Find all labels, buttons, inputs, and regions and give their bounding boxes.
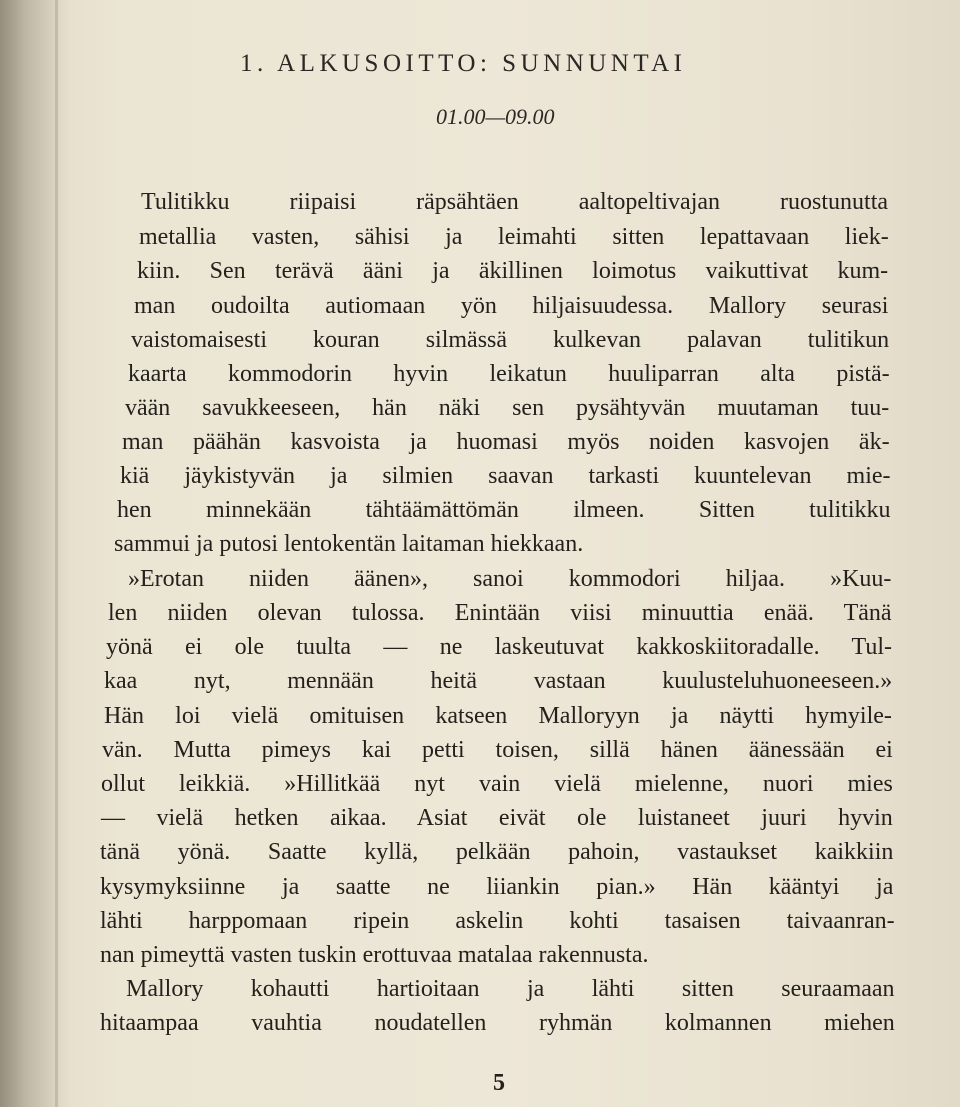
body-line: nan pimeyttä vasten tuskin erottuvaa matalaa rakennusta. [100,942,649,968]
body-line: — vielä hetken aikaa. Asiat eivät ole luistaneet juuri hyvin [101,805,893,831]
body-line: sammui ja putosi lentokentän laitaman hiekkaan. [114,531,584,557]
body-line: kysymyksiinne ja saatte ne liiankin pian.» Hän kääntyi ja [100,874,894,900]
body-line: lähti harppomaan ripein askelin kohti tasaisen taivaanran- [100,908,895,934]
chapter-title: 1. ALKUSOITTO: SUNNUNTAI [240,50,687,77]
body-line: vaistomaisesti kouran silmässä kulkevan palavan tulitikun [131,327,890,353]
spine-shadow [0,0,70,1107]
body-line: len niiden olevan tulossa. Enintään viisi minuuttia enää. Tänä [108,600,892,626]
body-line: »Erotan niiden äänen», sanoi kommodori hiljaa. »Kuu- [128,566,892,592]
body-line: metallia vasten, sähisi ja leimahti sitten lepattavaan liek- [139,224,889,250]
body-line: hen minnekään tähtäämättömän ilmeen. Sitten tulitikku [117,497,891,523]
body-line: hitaampaa vauhtia noudatellen ryhmän kolmannen miehen [100,1010,895,1036]
page-edge [55,0,58,1107]
body-line: ollut leikkiä. »Hillitkää nyt vain vielä mielenne, nuori mies [101,771,893,797]
chapter-time-range: 01.00—09.00 [436,104,555,129]
body-line: Mallory kohautti hartioitaan ja lähti sitten seuraamaan [126,976,895,1002]
body-line: Hän loi vielä omituisen katseen Malloryyn ja näytti hymyile- [104,703,892,729]
body-line: yönä ei ole tuulta — ne laskeutuvat kakkoskiitoradalle. Tul- [106,634,893,660]
body-line: kiä jäykistyvän ja silmien saavan tarkasti kuuntelevan mie- [120,463,891,489]
body-line: Tulitikku riipaisi räpsähtäen aaltopeltivajan ruostunutta [141,189,889,215]
body-line: vään savukkeeseen, hän näki sen pysähtyvän muutaman tuu- [125,395,890,421]
body-line: vän. Mutta pimeys kai petti toisen, sillä hänen äänessään ei [102,737,893,763]
body-line: kiin. Sen terävä ääni ja äkillinen loimotus vaikuttivat kum- [137,258,889,284]
body-line: man oudoilta autiomaan yön hiljaisuudessa. Mallory seurasi [134,293,889,319]
body-line: tänä yönä. Saatte kyllä, pelkään pahoin, vastaukset kaikkiin [100,839,894,865]
body-line: kaa nyt, mennään heitä vastaan kuulusteluhuoneeseen.» [104,668,893,694]
body-line: kaarta kommodorin hyvin leikatun huuliparran alta pistä- [128,361,890,387]
body-line: man päähän kasvoista ja huomasi myös noiden kasvojen äk- [122,429,890,455]
page-number: 5 [493,1070,505,1096]
